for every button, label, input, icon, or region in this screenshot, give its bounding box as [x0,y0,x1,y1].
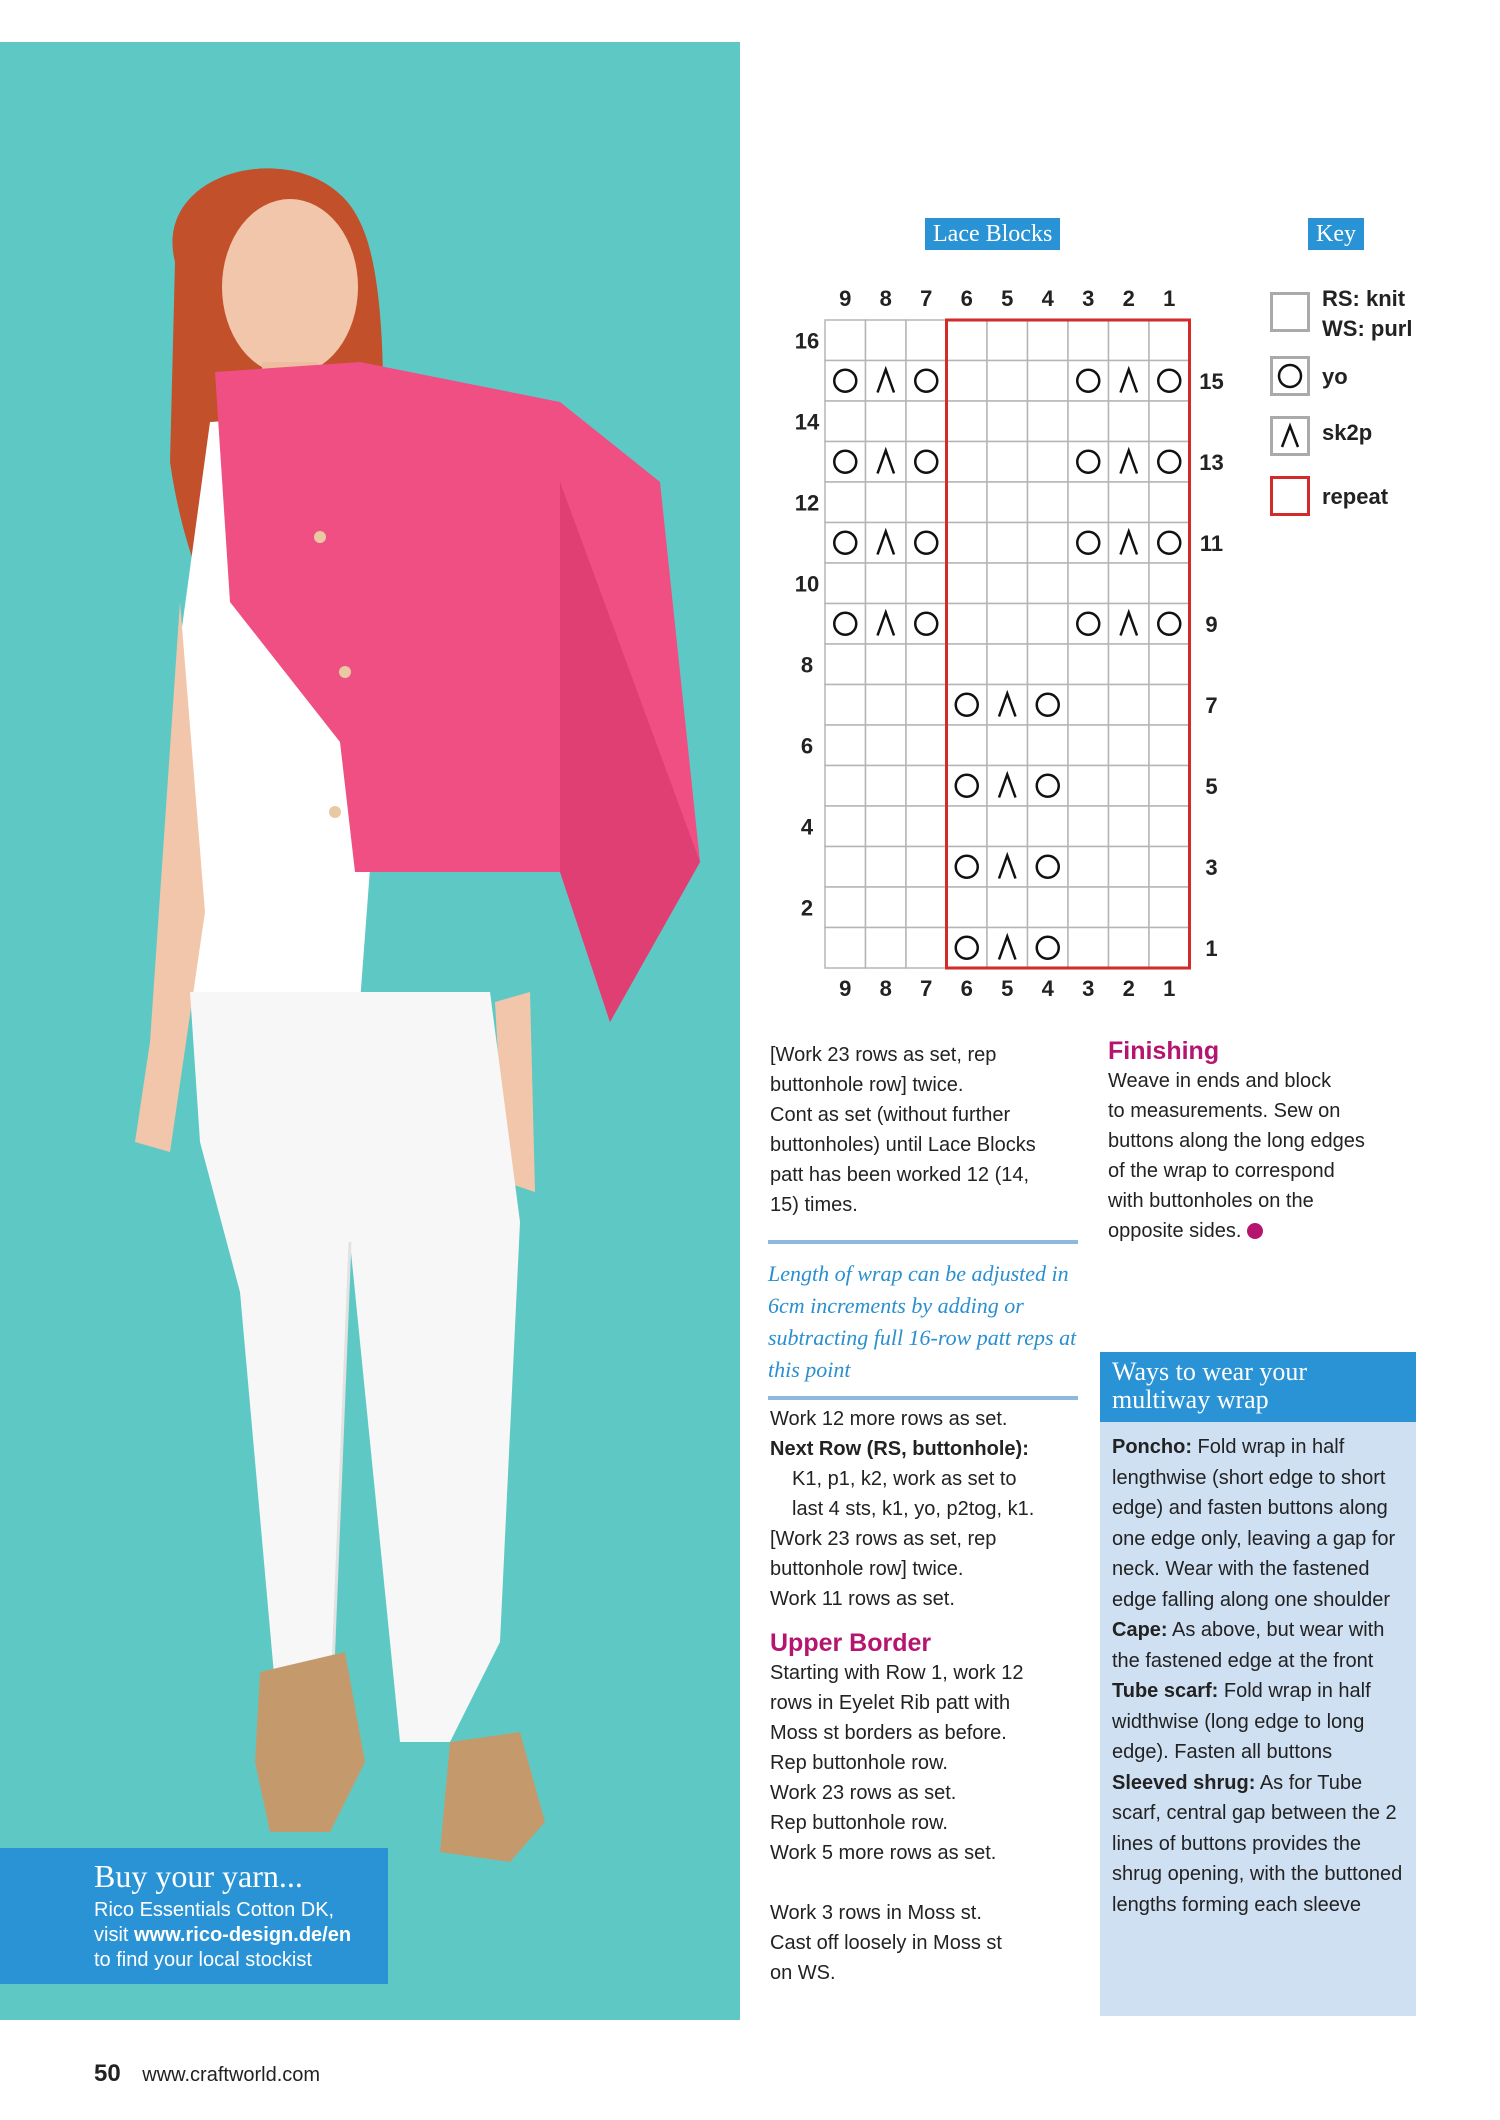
chart-cell [906,401,947,442]
chart-cell [1149,320,1190,361]
instruction-line: K1, p1, k2, work as set to [792,1468,1017,1490]
instruction-line: last 4 sts, k1, yo, p2tog, k1. [792,1498,1035,1520]
row-number-left: 4 [800,814,814,840]
buy-yarn-box [0,1848,388,1984]
chart-cell [1149,523,1190,564]
row-number-right: 7 [1205,692,1218,718]
chart-cell [866,847,907,888]
row-number-left: 12 [794,490,820,516]
length-note: Length of wrap can be adjusted in 6cm increments by adding or subtracting full 16-row patt reps at this point [768,1240,1078,1400]
chart-cell [825,847,866,888]
chart-cell [1068,685,1109,726]
chart-cell [1068,604,1109,645]
upper-border-heading: Upper Border [770,1629,932,1657]
chart-cell [987,401,1028,442]
chart-cell [947,806,988,847]
model-photo [0,42,740,2020]
chart-cell [1149,401,1190,442]
column-number-bottom: 7 [920,976,933,1001]
row-number-left: 16 [794,328,820,354]
finishing-line: with buttonholes on the [1108,1190,1314,1212]
repeat-symbol [1270,476,1310,516]
chart-cell [947,320,988,361]
key-title: Key [1308,218,1364,250]
chart-cell [1149,442,1190,483]
chart-cell [1149,482,1190,523]
chart-cell [825,725,866,766]
chart-cell [947,644,988,685]
chart-cell [1109,482,1150,523]
chart-cell [906,442,947,483]
chart-cell [906,725,947,766]
finishing-line: to measurements. Sew on [1108,1100,1341,1122]
instruction-line: Starting with Row 1, work 12 [770,1662,1024,1684]
buy-yarn-title: Buy your yarn... [94,1858,303,1894]
row-number-right: 9 [1205,611,1218,637]
chart-cell [1068,847,1109,888]
chart-cell [947,725,988,766]
chart-cell [947,482,988,523]
chart-cell [987,482,1028,523]
chart-cell [1068,482,1109,523]
chart-cell [1109,928,1150,969]
chart-cell [866,685,907,726]
chart-title: Lace Blocks [925,218,1060,250]
chart-cell [906,887,947,928]
chart-cell [825,644,866,685]
chart-cell [866,320,907,361]
chart-cell [866,563,907,604]
column-number-top: 5 [1001,286,1014,311]
chart-cell [1028,563,1069,604]
chart-cell [1028,725,1069,766]
column-number-top: 4 [1041,286,1054,311]
chart-cell [825,806,866,847]
finishing-section [1108,1036,1408,1246]
row-number-left: 10 [794,571,820,597]
chart-cell [1028,604,1069,645]
chart-cell [987,806,1028,847]
chart-cell [825,361,866,402]
chart-cell [1109,887,1150,928]
yarn-ball-icon [1247,1223,1263,1239]
column-number-top: 3 [1082,286,1095,311]
row-number-right: 13 [1199,449,1224,475]
chart-cell [906,604,947,645]
chart-cell [906,563,947,604]
chart-cell [825,604,866,645]
chart-cell [825,766,866,807]
chart-cell [1028,928,1069,969]
chart-cell [947,604,988,645]
chart-cell [1109,320,1150,361]
chart-cell [1149,604,1190,645]
column-number-top: 1 [1163,286,1176,311]
chart-cell [1149,887,1190,928]
ways-title: Ways to wear your multiway wrap [1100,1352,1416,1422]
chart-cell [906,928,947,969]
chart-cell [906,523,947,564]
chart-cell [1109,725,1150,766]
shrug-text: As for Tube scarf, central gap between the 2 lines of buttons provides the shrug opening, with the buttoned lengths forming each sleeve [1112,1771,1403,1916]
chart-cell [947,523,988,564]
chart-cell [947,766,988,807]
instruction-line: Work 5 more rows as set. [770,1842,997,1864]
chart-cell [1028,766,1069,807]
chart-cell [1149,847,1190,888]
chart-cell [1109,766,1150,807]
cape-text: As above, but wear with the fastened edge at the front [1112,1619,1385,1672]
chart-cell [947,928,988,969]
chart-cell [1149,563,1190,604]
chart-cell [825,563,866,604]
chart-cell [906,644,947,685]
column-number-top: 7 [920,286,933,311]
chart-cell [1068,320,1109,361]
instruction-line: 15) times. [770,1194,858,1216]
row-number-right: 11 [1199,530,1224,556]
chart-cell [906,482,947,523]
chart-cell [1109,806,1150,847]
chart-cell [866,725,907,766]
model-illustration [0,42,740,2020]
row-number-left: 6 [800,733,814,759]
column-number-bottom: 6 [960,976,973,1001]
finishing-line: buttons along the long edges [1108,1130,1365,1152]
instruction-line: Work 23 rows as set. [770,1782,957,1804]
chart-cell [866,806,907,847]
chart-cell [987,887,1028,928]
chart-cell [825,685,866,726]
chart-cell [906,847,947,888]
chart-cell [987,320,1028,361]
chart-cell [866,482,907,523]
instruction-line: buttonholes) until Lace Blocks [770,1134,1036,1156]
column-number-bottom: 5 [1001,976,1014,1001]
column-number-top: 9 [839,286,852,311]
chart-cell [947,401,988,442]
chart-cell [1068,563,1109,604]
instruction-line: patt has been worked 12 (14, [770,1164,1030,1186]
chart-cell [906,766,947,807]
chart-cell [1149,766,1190,807]
chart-cell [1068,523,1109,564]
chart-cell [906,320,947,361]
row-number-left: 8 [800,652,814,678]
chart-cell [1028,320,1069,361]
instruction-line: buttonhole row] twice. [770,1558,964,1580]
chart-cell [1068,928,1109,969]
chart-cell [1149,644,1190,685]
instruction-line: Cast off loosely in Moss st [770,1932,1002,1954]
buy-yarn-line1: Rico Essentials Cotton DK, [94,1899,335,1921]
row-number-right: 5 [1205,773,1218,799]
chart-cell [1149,725,1190,766]
chart-cell [1068,806,1109,847]
buy-yarn-line2-prefix: visit [94,1924,134,1946]
chart-cell [1109,685,1150,726]
chart-cell [1149,928,1190,969]
chart-cell [1149,806,1190,847]
column-number-bottom: 9 [839,976,852,1001]
buy-yarn-line3: to find your local stockist [94,1949,312,1971]
instruction-line: on WS. [770,1962,836,1984]
chart-cell [987,725,1028,766]
chart-cell [987,361,1028,402]
chart-cell [825,523,866,564]
instruction-line: [Work 23 rows as set, rep [770,1044,997,1066]
key-ws-purl: WS: purl [1322,316,1413,341]
buttonhole-row-label: Next Row (RS, buttonhole): [770,1438,1029,1460]
row-number-right: 15 [1199,368,1224,394]
finishing-line: Weave in ends and block [1108,1070,1332,1092]
chart-cell [1028,806,1069,847]
chart-cell [1028,847,1069,888]
key-repeat: repeat [1322,484,1389,509]
key-yo: yo [1322,364,1348,389]
tube-text: Fold wrap in half widthwise (long edge to long edge). Fasten all buttons [1112,1680,1371,1763]
yo-symbol [1270,356,1310,396]
instruction-line: buttonhole row] twice. [770,1074,964,1096]
chart-cell [825,442,866,483]
chart-cell [947,685,988,726]
instruction-line: Moss st borders as before. [770,1722,1007,1744]
instruction-line: Work 12 more rows as set. [770,1408,1008,1430]
chart-cell [1028,523,1069,564]
column-number-bottom: 3 [1082,976,1095,1001]
instruction-line: Cont as set (without further [770,1104,1011,1126]
row-number-left: 2 [800,895,814,921]
column-number-bottom: 4 [1041,976,1054,1001]
column-number-top: 6 [960,286,973,311]
key-rs-knit: RS: knit [1322,286,1406,311]
knit-purl-symbol [1270,292,1310,332]
instruction-line: rows in Eyelet Rib patt with [770,1692,1011,1714]
page-footer [94,2060,320,2088]
instruction-line: Rep buttonhole row. [770,1812,948,1834]
chart-cell [947,887,988,928]
chart-cell [1068,725,1109,766]
chart-cell [947,847,988,888]
instruction-line: Work 11 rows as set. [770,1588,955,1610]
chart-cell [1028,482,1069,523]
chart-cell [947,442,988,483]
chart-cell [1109,563,1150,604]
chart-cell [987,523,1028,564]
row-number-right: 3 [1205,854,1218,880]
chart-cell [947,361,988,402]
instruction-line: Work 3 rows in Moss st. [770,1902,982,1924]
chart-cell [987,442,1028,483]
instruction-line: [Work 23 rows as set, rep [770,1528,997,1550]
column-number-bottom: 2 [1122,976,1135,1001]
chart-cell [1028,685,1069,726]
tube-label: Tube scarf: [1112,1680,1219,1702]
chart-cell [1109,401,1150,442]
row-number-right: 1 [1205,935,1218,961]
cape-label: Cape: [1112,1619,1168,1641]
finishing-line: of the wrap to correspond [1108,1160,1335,1182]
chart-cell [825,928,866,969]
poncho-text: Fold wrap in half lengthwise (short edge to short edge) and fasten buttons along one edge only, leaving a gap for neck. Wear with the fastened edge falling along one shoulder [1112,1436,1396,1611]
page-number: 50 [94,2060,121,2087]
chart-cell [1149,685,1190,726]
chart-cell [866,401,907,442]
instruction-line: Rep buttonhole row. [770,1752,948,1774]
chart-cell [1068,361,1109,402]
chart-cell [906,685,947,726]
footer-url[interactable]: www.craftworld.com [142,2064,321,2086]
chart-cell [866,887,907,928]
chart-cell [866,644,907,685]
shrug-label: Sleeved shrug: [1112,1771,1256,1794]
chart-cell [1068,401,1109,442]
chart-key [1270,286,1430,536]
key-sk2p: sk2p [1322,420,1373,445]
lace-blocks-chart [780,270,1240,1020]
chart-cell [866,928,907,969]
chart-cell [1068,644,1109,685]
chart-cell [987,644,1028,685]
finishing-heading: Finishing [1108,1037,1220,1065]
chart-cell [1149,361,1190,402]
chart-cell [1028,442,1069,483]
chart-cell [825,887,866,928]
ways-to-wear-box [1100,1352,1416,2016]
column-number-bottom: 8 [879,976,892,1001]
chart-cell [1028,887,1069,928]
chart-cell [1068,442,1109,483]
chart-cell [1109,644,1150,685]
chart-cell [906,806,947,847]
rico-link[interactable]: www.rico-design.de/en [134,1924,352,1946]
chart-cell [1068,766,1109,807]
sk2p-symbol [1270,416,1310,456]
chart-cell [1028,361,1069,402]
chart-cell [1109,847,1150,888]
instructions-column [770,1040,1090,1220]
chart-cell [1028,401,1069,442]
column-number-top: 8 [879,286,892,311]
chart-cell [1028,644,1069,685]
chart-cell [825,320,866,361]
chart-cell [825,401,866,442]
chart-cell [866,766,907,807]
finishing-line: opposite sides. [1108,1220,1242,1242]
instructions-column-2 [770,1404,1090,1988]
chart-cell [1068,887,1109,928]
chart-cell [947,563,988,604]
column-number-bottom: 1 [1163,976,1176,1001]
chart-cell [987,604,1028,645]
chart-cell [987,563,1028,604]
poncho-label: Poncho: [1112,1436,1192,1458]
column-number-top: 2 [1122,286,1135,311]
chart-cell [906,361,947,402]
row-number-left: 14 [794,409,820,435]
chart-cell [825,482,866,523]
